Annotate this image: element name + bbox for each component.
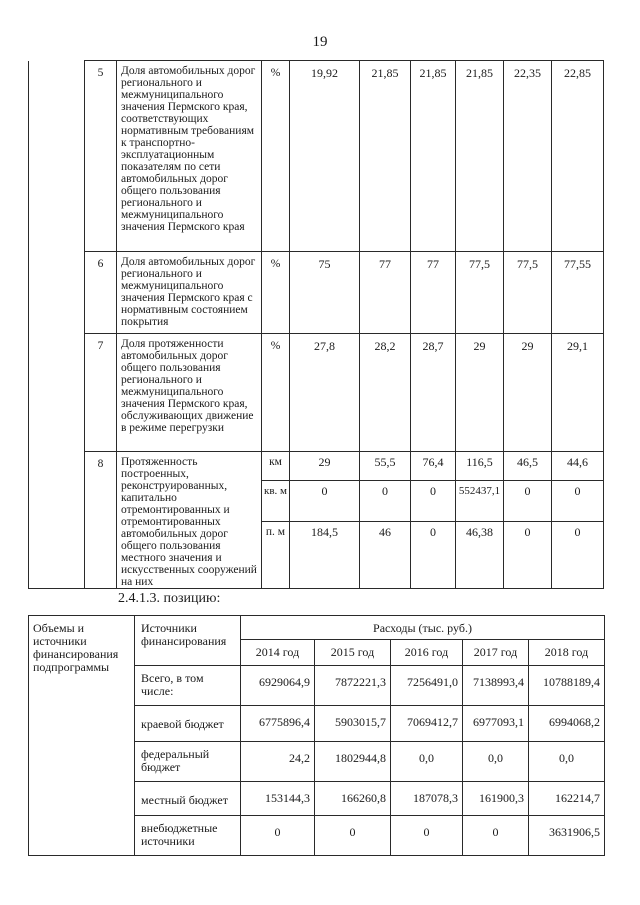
amount-cell: 7138993,4 [463,666,529,706]
value-cell: 21,85 [360,61,411,252]
unit-cell: % [262,252,290,334]
amount-cell: 161900,3 [463,782,529,816]
amount-cell: 162214,7 [529,782,605,816]
indicator-name: Протяженность построенных, реконструированных, капитально отремонтированных и отремонтированных автомобильных дорог общего пользования местного значения и искусственных сооружений на них [117,452,262,589]
amount-cell: 7872221,3 [315,666,391,706]
year-header: 2014 год [241,640,315,666]
value-cell: 77,5 [504,252,552,334]
amount-cell: 6977093,1 [463,706,529,742]
finance-row-label: Объемы и источники финансирования подпрограммы [29,616,135,856]
value-cell: 29 [456,334,504,452]
amount-cell: 10788189,4 [529,666,605,706]
value-cell: 0 [552,521,604,588]
value-cell: 29 [504,334,552,452]
table-row [29,452,604,481]
amount-cell: 6994068,2 [529,706,605,742]
lead-column [29,61,85,252]
source-label: местный бюджет [135,782,241,816]
value-cell: 116,5 [456,452,504,481]
section-heading: 2.4.1.3. позицию: [118,591,221,606]
value-cell: 552437,1 [456,480,504,521]
lead-column [29,452,85,589]
row-number: 8 [85,452,117,589]
finance-table [28,615,605,856]
indicator-name: Доля протяженности автомобильных дорог общего пользования регионального и межмуниципального значения Пермского края, обслуживающих движение в режиме перегрузки [117,334,262,452]
year-header: 2018 год [529,640,605,666]
value-cell: 0 [504,521,552,588]
amount-cell: 187078,3 [391,782,463,816]
amount-cell: 5903015,7 [315,706,391,742]
value-cell: 46,5 [504,452,552,481]
amount-cell: 0,0 [391,742,463,782]
source-label: внебюджетные источники [135,816,241,856]
amount-cell: 1802944,8 [315,742,391,782]
value-cell: 0 [411,521,456,588]
amount-cell: 0,0 [529,742,605,782]
amount-cell: 0 [315,816,391,856]
value-cell: 0 [504,480,552,521]
unit-cell: % [262,61,290,252]
value-cell: 28,2 [360,334,411,452]
amount-cell: 3631906,5 [529,816,605,856]
value-cell: 29,1 [552,334,604,452]
value-cell: 55,5 [360,452,411,481]
unit-cell: кв. м [262,480,290,521]
row-number: 6 [85,252,117,334]
amount-cell: 6929064,9 [241,666,315,706]
amount-cell: 0,0 [463,742,529,782]
indicator-name: Доля автомобильных дорог регионального и межмуниципального значения Пермского края с нормативным состоянием покрытия [117,252,262,334]
value-cell: 46 [360,521,411,588]
value-cell: 22,35 [504,61,552,252]
expenses-header: Расходы (тыс. руб.) [241,616,605,640]
table-row [29,252,604,334]
amount-cell: 153144,3 [241,782,315,816]
value-cell: 44,6 [552,452,604,481]
year-header: 2017 год [463,640,529,666]
year-header: 2016 год [391,640,463,666]
value-cell: 27,8 [290,334,360,452]
indicator-name: Доля автомобильных дорог регионального и межмуниципального значения Пермского края, соответствующих нормативным требованиям к транспортно-эксплуатационным показателям по сети автомобильных дорог общего пользования регионального и межмуниципального значения Пермского края [117,61,262,252]
lead-column [29,334,85,452]
value-cell: 0 [290,480,360,521]
value-cell: 0 [552,480,604,521]
year-header: 2015 год [315,640,391,666]
page-number: 19 [312,34,328,50]
value-cell: 77,5 [456,252,504,334]
source-label: Всего, в том числе: [135,666,241,706]
amount-cell: 24,2 [241,742,315,782]
indicators-table [28,60,604,589]
value-cell: 28,7 [411,334,456,452]
value-cell: 29 [290,452,360,481]
value-cell: 77,55 [552,252,604,334]
unit-cell: % [262,334,290,452]
source-label: федеральный бюджет [135,742,241,782]
value-cell: 77 [360,252,411,334]
value-cell: 19,92 [290,61,360,252]
amount-cell: 6775896,4 [241,706,315,742]
amount-cell: 166260,8 [315,782,391,816]
table-row [29,334,604,452]
value-cell: 46,38 [456,521,504,588]
value-cell: 76,4 [411,452,456,481]
amount-cell: 0 [391,816,463,856]
row-number: 7 [85,334,117,452]
value-cell: 0 [360,480,411,521]
value-cell: 184,5 [290,521,360,588]
value-cell: 22,85 [552,61,604,252]
source-label: краевой бюджет [135,706,241,742]
unit-cell: п. м [262,521,290,588]
table-row [29,61,604,252]
row-number: 5 [85,61,117,252]
value-cell: 21,85 [411,61,456,252]
value-cell: 75 [290,252,360,334]
table-row [29,616,605,640]
amount-cell: 0 [463,816,529,856]
value-cell: 0 [411,480,456,521]
unit-cell: км [262,452,290,481]
value-cell: 77 [411,252,456,334]
amount-cell: 0 [241,816,315,856]
lead-column [29,252,85,334]
value-cell: 21,85 [456,61,504,252]
amount-cell: 7256491,0 [391,666,463,706]
sources-header: Источники финансирования [135,616,241,666]
amount-cell: 7069412,7 [391,706,463,742]
